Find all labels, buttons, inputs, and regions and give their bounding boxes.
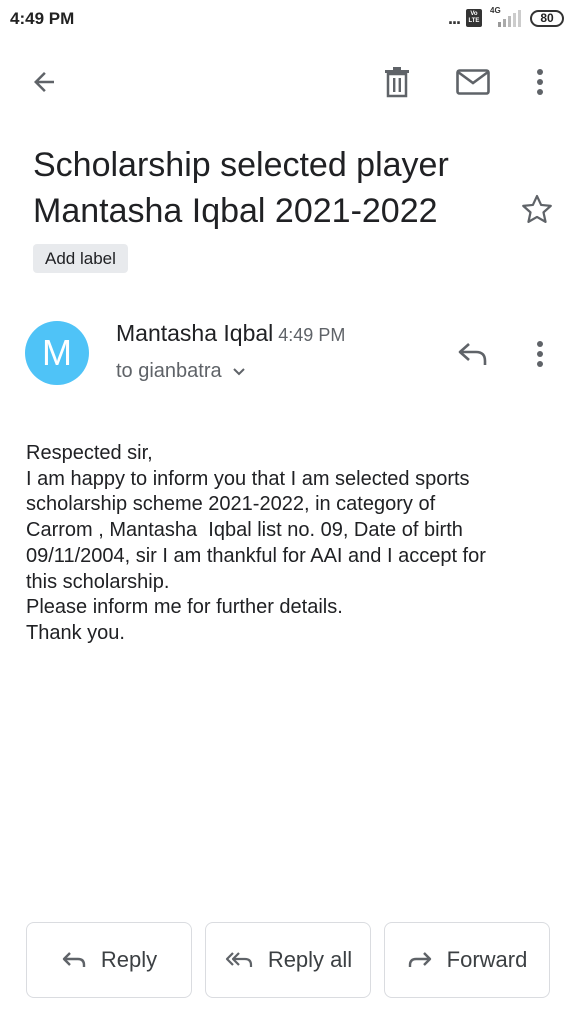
sender-line — [116, 320, 345, 347]
reply-button[interactable] — [26, 922, 192, 998]
sender-avatar: M — [25, 321, 89, 385]
body-line: 09/11/2004, sir I am thankful for AAI and I accept for — [26, 544, 486, 567]
star-button[interactable] — [518, 191, 556, 229]
reply-label: Reply — [100, 947, 158, 972]
trash-icon — [383, 66, 411, 98]
status-time: 4:49 PM — [10, 9, 75, 28]
email-body — [26, 441, 556, 647]
forward-button[interactable] — [384, 922, 550, 998]
reply-all-label: Reply all — [267, 947, 353, 972]
toolbar — [0, 56, 576, 112]
reply-all-icon — [224, 950, 254, 970]
back-button[interactable] — [20, 56, 68, 108]
volte-icon — [466, 9, 482, 27]
forward-label: Forward — [446, 947, 528, 972]
mark-unread-button[interactable] — [449, 56, 497, 108]
body-line: scholarship scheme 2021-2022, in category of — [26, 493, 436, 516]
body-line: this scholarship. — [26, 570, 170, 593]
volte-bottom: LTE — [468, 18, 480, 24]
forward-icon — [407, 950, 433, 970]
star-icon — [518, 191, 556, 229]
signal-icon — [488, 8, 524, 28]
body-line: Respected sir, — [26, 442, 153, 464]
arrow-left-icon — [29, 67, 59, 97]
reply-all-button[interactable] — [205, 922, 371, 998]
reply-icon — [61, 950, 87, 970]
body-line: Thank you. — [26, 621, 125, 644]
mail-icon — [456, 69, 490, 95]
battery-icon: 80 — [530, 10, 564, 27]
status-bar — [0, 0, 576, 40]
more-vertical-icon — [536, 68, 544, 96]
volte-top: Vo — [470, 11, 478, 17]
more-options-button[interactable] — [516, 56, 564, 108]
network-type: 4G — [490, 6, 501, 15]
status-icons — [448, 8, 564, 28]
body-line: Please inform me for further details. — [26, 596, 343, 619]
chevron-down-icon — [232, 367, 246, 377]
reply-icon — [457, 341, 489, 367]
body-line: Carrom , Mantasha Iqbal list no. 09, Date of birth — [26, 519, 463, 542]
notification-dots: ... — [447, 8, 460, 28]
recipient-details-toggle[interactable] — [116, 360, 246, 383]
quick-reply-button[interactable] — [452, 334, 494, 374]
more-vertical-icon — [536, 340, 544, 368]
subject-line-2: Mantasha Iqbal 2021-2022 — [33, 192, 438, 230]
subject-line-1: Scholarship selected player — [33, 146, 449, 184]
body-line: I am happy to inform you that I am selected sports — [26, 467, 470, 490]
recipient-text: to gianbatra — [116, 360, 222, 382]
sender-name: Mantasha Iqbal — [116, 320, 274, 346]
sent-time: 4:49 PM — [278, 325, 346, 345]
email-subject — [33, 142, 503, 234]
delete-button[interactable] — [373, 56, 421, 108]
add-label-button[interactable]: Add label — [33, 244, 128, 273]
message-more-button[interactable] — [520, 334, 560, 374]
